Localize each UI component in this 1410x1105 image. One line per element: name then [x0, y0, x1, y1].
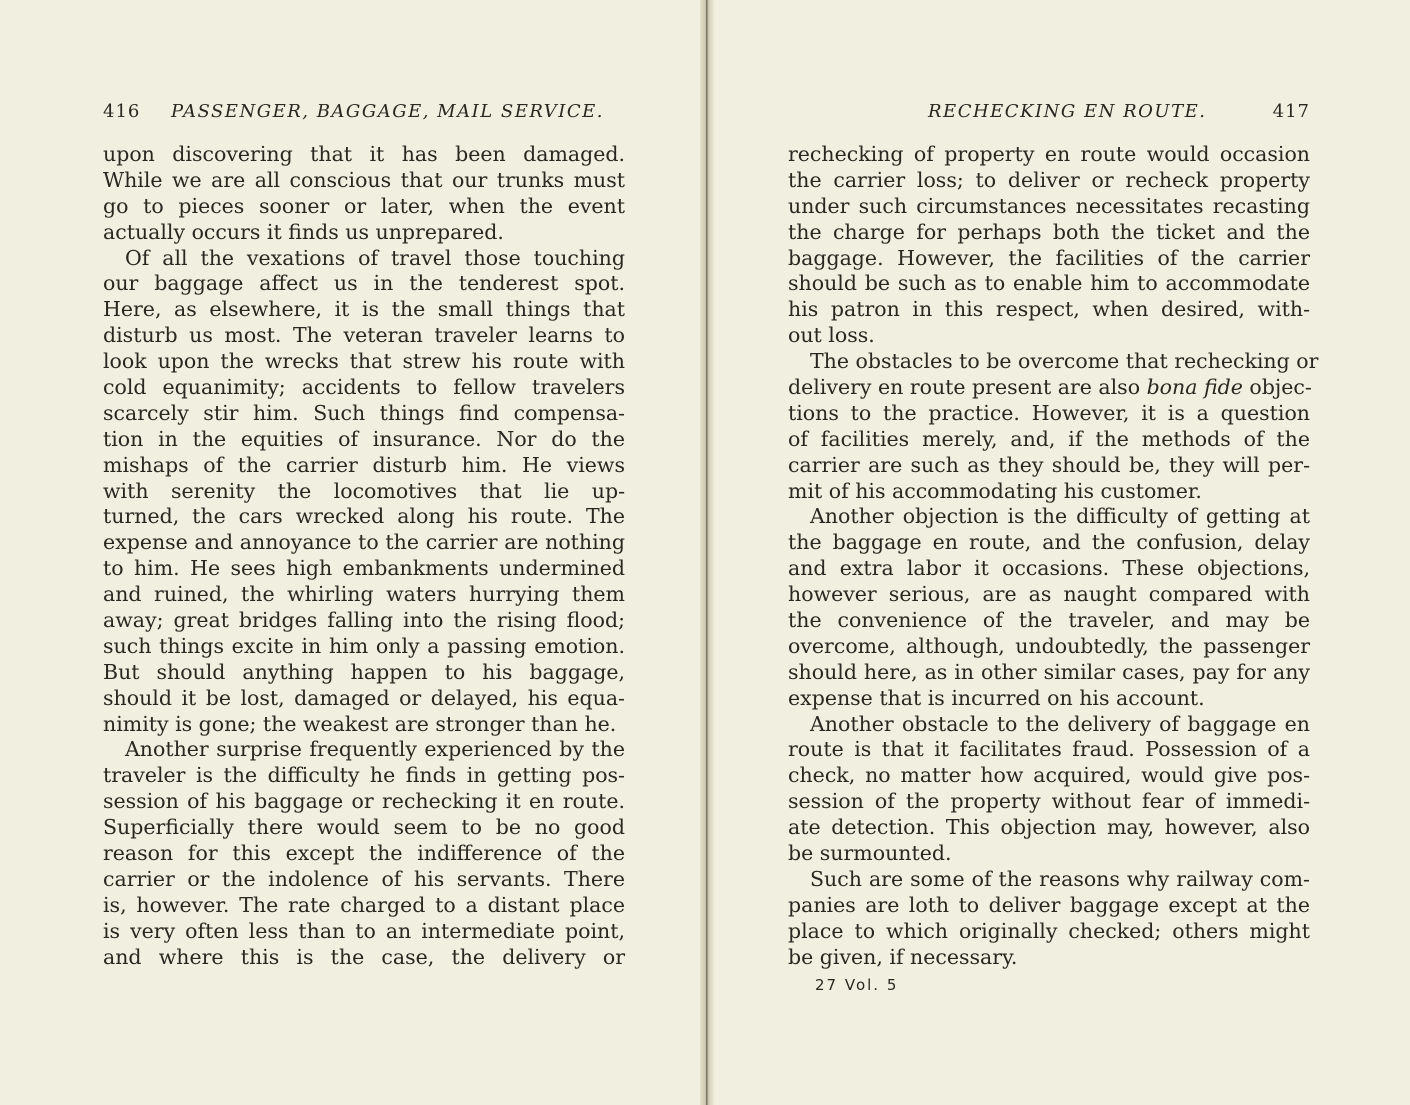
text-line: and ruined, the whirling waters hurrying them	[103, 582, 625, 607]
text-line: be given, if necessary.	[788, 944, 1018, 969]
text-line: Of all the vexations of travel those touching	[125, 245, 625, 270]
text-line: mishaps of the carrier disturb him. He views	[103, 452, 625, 477]
book-gutter	[700, 0, 714, 1105]
text-line: overcome, although, undoubtedly, the passenger	[788, 633, 1310, 658]
text-line: While we are all conscious that our trunks must	[103, 167, 625, 192]
text-line: Another objection is the difficulty of getting at	[810, 504, 1310, 529]
left-body-text	[103, 142, 625, 971]
gutter-fold-line	[706, 0, 707, 1105]
right-body-text	[788, 142, 1319, 971]
text-line: and extra labor it occasions. These objections,	[788, 556, 1310, 581]
text-line: The obstacles to be overcome that rechecking or	[810, 349, 1319, 374]
text-line: Here, as elsewhere, it is the small things that	[103, 297, 625, 322]
text-line: scarcely stir him. Such things find compensa-	[103, 400, 625, 425]
text-line: and where this is the case, the delivery or	[103, 944, 625, 969]
text-line: however serious, are as naught compared with	[788, 582, 1310, 607]
text-line: Another surprise frequently experienced by the	[125, 737, 625, 762]
text-line: check, no matter how acquired, would give pos-	[788, 763, 1310, 788]
text-line: look upon the wrecks that strew his route with	[103, 349, 625, 374]
text-line: such things excite in him only a passing emotion.	[103, 633, 625, 658]
text-line: mit of his accommodating his customer.	[788, 478, 1202, 503]
text-line: should it be lost, damaged or delayed, his equa-	[103, 685, 625, 710]
text-line: actually occurs it finds us unprepared.	[103, 219, 504, 244]
left-header	[103, 97, 625, 127]
text-line: out loss.	[788, 323, 875, 348]
text-line: should be such as to enable him to accommodate	[788, 271, 1310, 296]
text-line: turned, the cars wrecked along his route. The	[103, 504, 625, 529]
text-line: panies are loth to deliver baggage except at the	[788, 892, 1310, 917]
italic-phrase: bona fide	[1146, 375, 1243, 400]
text-line: baggage. However, the facilities of the carrier	[788, 245, 1310, 270]
text-line: upon discovering that it has been damaged.	[103, 142, 625, 166]
text-line: ate detection. This objection may, however, also	[788, 815, 1310, 840]
text-line: But should anything happen to his baggage,	[103, 659, 625, 684]
text-line: nimity is gone; the weakest are stronger than he.	[103, 711, 617, 736]
running-head-right: RECHECKING EN ROUTE.	[928, 101, 1207, 122]
text-line: the charge for perhaps both the ticket and the	[788, 219, 1310, 244]
text-line: traveler is the difficulty he finds in getting pos-	[103, 763, 625, 788]
text-line: tion in the equities of insurance. Nor do the	[103, 426, 625, 451]
text-line: cold equanimity; accidents to fellow travelers	[103, 375, 625, 400]
text-line: go to pieces sooner or later, when the event	[103, 193, 625, 218]
text-line: route is that it facilitates fraud. Possession of a	[788, 737, 1310, 762]
right-page	[705, 0, 1410, 1105]
text-line: under such circumstances necessitates recasting	[788, 193, 1310, 218]
running-head-left: PASSENGER, BAGGAGE, MAIL SERVICE.	[171, 101, 604, 122]
text-line: carrier or the indolence of his servants. There	[103, 866, 625, 891]
text-line: the carrier loss; to deliver or recheck property	[788, 167, 1310, 192]
text-line: should here, as in other similar cases, pay for any	[788, 659, 1310, 684]
page-number-right: 417	[1272, 101, 1310, 122]
text-line: Another obstacle to the delivery of baggage en	[810, 711, 1310, 736]
text-line: the baggage en route, and the confusion, delay	[788, 530, 1310, 555]
text-line: tions to the practice. However, it is a question	[788, 400, 1310, 425]
text-line: away; great bridges falling into the rising flood;	[103, 608, 625, 633]
text-line: session of the property without fear of immedi-	[788, 789, 1310, 814]
text-line: to him. He sees high embankments undermined	[103, 556, 625, 581]
text-line: of facilities merely, and, if the methods of the	[788, 426, 1310, 451]
text-line: is, however. The rate charged to a distant place	[103, 892, 625, 917]
text-segment: delivery en route present are also	[788, 375, 1147, 400]
text-line: our baggage affect us in the tenderest spot.	[103, 271, 625, 296]
text-line: carrier are such as they should be, they will per-	[788, 452, 1310, 477]
text-line	[788, 375, 1310, 401]
text-line: is very often less than to an intermediate point,	[103, 918, 625, 943]
text-line: the convenience of the traveler, and may be	[788, 608, 1310, 633]
text-line: be surmounted.	[788, 841, 952, 866]
text-line: expense and annoyance to the carrier are nothing	[103, 530, 625, 555]
signature-mark: 27 Vol. 5	[815, 976, 899, 994]
text-line: with serenity the locomotives that lie up-	[103, 478, 625, 503]
text-line: Superficially there would seem to be no good	[103, 815, 625, 840]
text-line: rechecking of property en route would occasion	[788, 142, 1310, 166]
right-header	[788, 97, 1310, 127]
text-line: session of his baggage or rechecking it en route.	[103, 789, 625, 814]
text-line: expense that is incurred on his account.	[788, 685, 1205, 710]
text-line: reason for this except the indifference of the	[103, 841, 625, 866]
text-line: place to which originally checked; others might	[788, 918, 1310, 943]
text-line: his patron in this respect, when desired, with-	[788, 297, 1310, 322]
text-line: disturb us most. The veteran traveler learns to	[103, 323, 625, 348]
text-line: Such are some of the reasons why railway com-	[810, 866, 1310, 891]
page-number-left: 416	[103, 101, 141, 122]
text-segment: objec-	[1242, 375, 1312, 400]
